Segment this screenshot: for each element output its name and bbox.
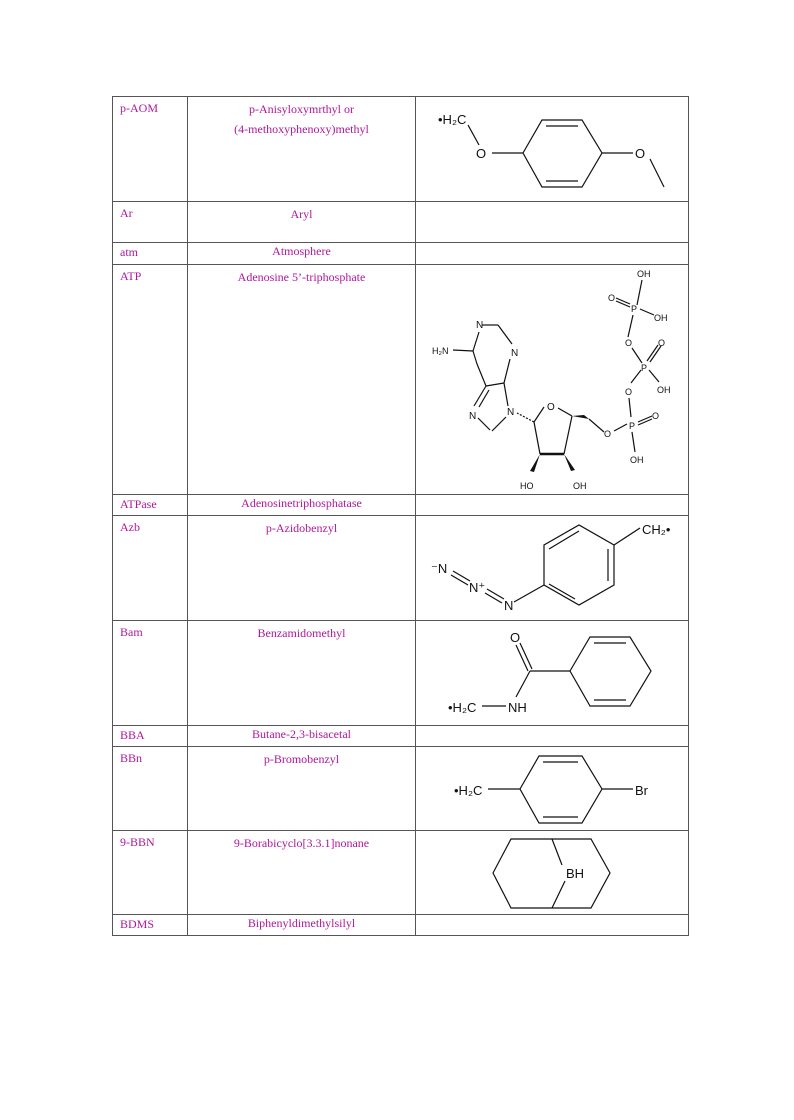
abbreviation-cell: BDMS: [113, 915, 188, 936]
name-line: Adenosinetriphosphatase: [241, 496, 362, 510]
abbreviation-cell: BBn: [113, 747, 188, 831]
structure-cell: [416, 621, 689, 726]
structure-cell: [416, 495, 689, 516]
oxygen-label: O: [625, 387, 633, 397]
name-cell: [188, 265, 416, 495]
name-cell: [188, 516, 416, 621]
oxygen-label: O: [510, 630, 521, 645]
ch2-label: •H₂C: [454, 783, 483, 798]
bromine-label: Br: [635, 783, 648, 798]
table-row: [113, 915, 689, 936]
oxygen-label: O: [604, 429, 612, 439]
structure-cell: [416, 915, 689, 936]
oh-label: OH: [654, 313, 668, 323]
p-aom-structure-icon: [416, 97, 688, 201]
nitrogen-label: N: [476, 320, 484, 331]
oxygen-label: O: [635, 146, 646, 161]
table-row: [113, 747, 689, 831]
table-row: [113, 516, 689, 621]
nitrogen-label: N: [511, 348, 519, 359]
name-cell: [188, 831, 416, 915]
table-row: [113, 243, 689, 265]
abbreviation-cell: atm: [113, 243, 188, 265]
nitrogen-label: N: [469, 411, 477, 422]
nh-label: NH: [508, 700, 527, 715]
structure-cell: [416, 516, 689, 621]
structure-cell: [416, 97, 689, 202]
structure-cell: [416, 831, 689, 915]
bam-structure-icon: [416, 621, 688, 725]
name-cell: [188, 97, 416, 202]
9-bbn-structure-icon: [416, 831, 688, 914]
ho-label: HO: [520, 481, 534, 491]
oxygen-label: O: [547, 402, 555, 413]
name-cell: [188, 915, 416, 936]
structure-cell: [416, 243, 689, 265]
nitrogen-label: N: [504, 598, 514, 613]
oxygen-label: O: [608, 293, 616, 303]
oxygen-label: O: [652, 411, 660, 421]
name-cell: [188, 747, 416, 831]
bbn-structure-icon: [416, 747, 688, 830]
name-line: p-Azidobenzyl: [265, 521, 338, 535]
abbreviation-cell: p-AOM: [113, 97, 188, 202]
name-cell: [188, 495, 416, 516]
ch2-label: •H₂C: [438, 112, 467, 127]
oh-label: OH: [630, 455, 644, 465]
ch2-radical-label: CH₂•: [642, 522, 671, 537]
oh-label: OH: [573, 481, 587, 491]
abbreviation-table: [112, 96, 689, 936]
name-line: (4-methoxyphenoxy)methyl: [234, 122, 369, 136]
nitrogen-label: N: [507, 407, 515, 418]
name-cell: [188, 726, 416, 747]
oh-label: OH: [637, 269, 651, 279]
oxygen-label: O: [658, 338, 666, 348]
bh-label: BH: [566, 866, 585, 881]
name-line: Biphenyldimethylsilyl: [247, 916, 356, 930]
nitrogen-minus-label: ⁻N: [431, 561, 448, 576]
name-line: p-Anisyloxymrthyl or: [249, 102, 354, 116]
abbreviation-cell: Bam: [113, 621, 188, 726]
name-line: Benzamidomethyl: [257, 626, 346, 640]
atp-structure-icon: [416, 265, 688, 493]
nh2-label: H₂N: [432, 346, 449, 356]
phosphorus-label: P: [631, 304, 638, 314]
name-cell: [188, 243, 416, 265]
name-line: p-Bromobenzyl: [263, 752, 340, 766]
structure-cell: [416, 265, 689, 495]
structure-cell: [416, 202, 689, 243]
abbreviation-cell: BBA: [113, 726, 188, 747]
table-row: [113, 97, 689, 202]
name-line: 9-Borabicyclo[3.3.1]nonane: [233, 836, 370, 850]
oxygen-label: O: [476, 146, 487, 161]
table-row: [113, 265, 689, 495]
structure-cell: [416, 747, 689, 831]
table-row: [113, 202, 689, 243]
phosphorus-label: P: [629, 421, 636, 431]
table-row: [113, 621, 689, 726]
abbreviation-cell: Ar: [113, 202, 188, 243]
name-cell: [188, 202, 416, 243]
table-row: [113, 831, 689, 915]
name-cell: [188, 621, 416, 726]
nitrogen-plus-label: N⁺: [469, 580, 486, 595]
phosphorus-label: P: [641, 363, 648, 373]
abbreviation-cell: Azb: [113, 516, 188, 621]
abbreviation-cell: ATPase: [113, 495, 188, 516]
table-row: [113, 726, 689, 747]
oxygen-label: O: [625, 338, 633, 348]
name-line: Adenosine 5’-triphosphate: [237, 270, 366, 284]
table-row: [113, 495, 689, 516]
abbreviation-cell: ATP: [113, 265, 188, 495]
name-line: Aryl: [290, 207, 313, 221]
oh-label: OH: [657, 385, 671, 395]
ch2-label: •H₂C: [448, 700, 477, 715]
azb-structure-icon: [416, 516, 688, 620]
structure-cell: [416, 726, 689, 747]
name-line: Atmosphere: [272, 244, 331, 258]
name-line: Butane-2,3-bisacetal: [252, 727, 351, 741]
abbreviation-cell: 9-BBN: [113, 831, 188, 915]
